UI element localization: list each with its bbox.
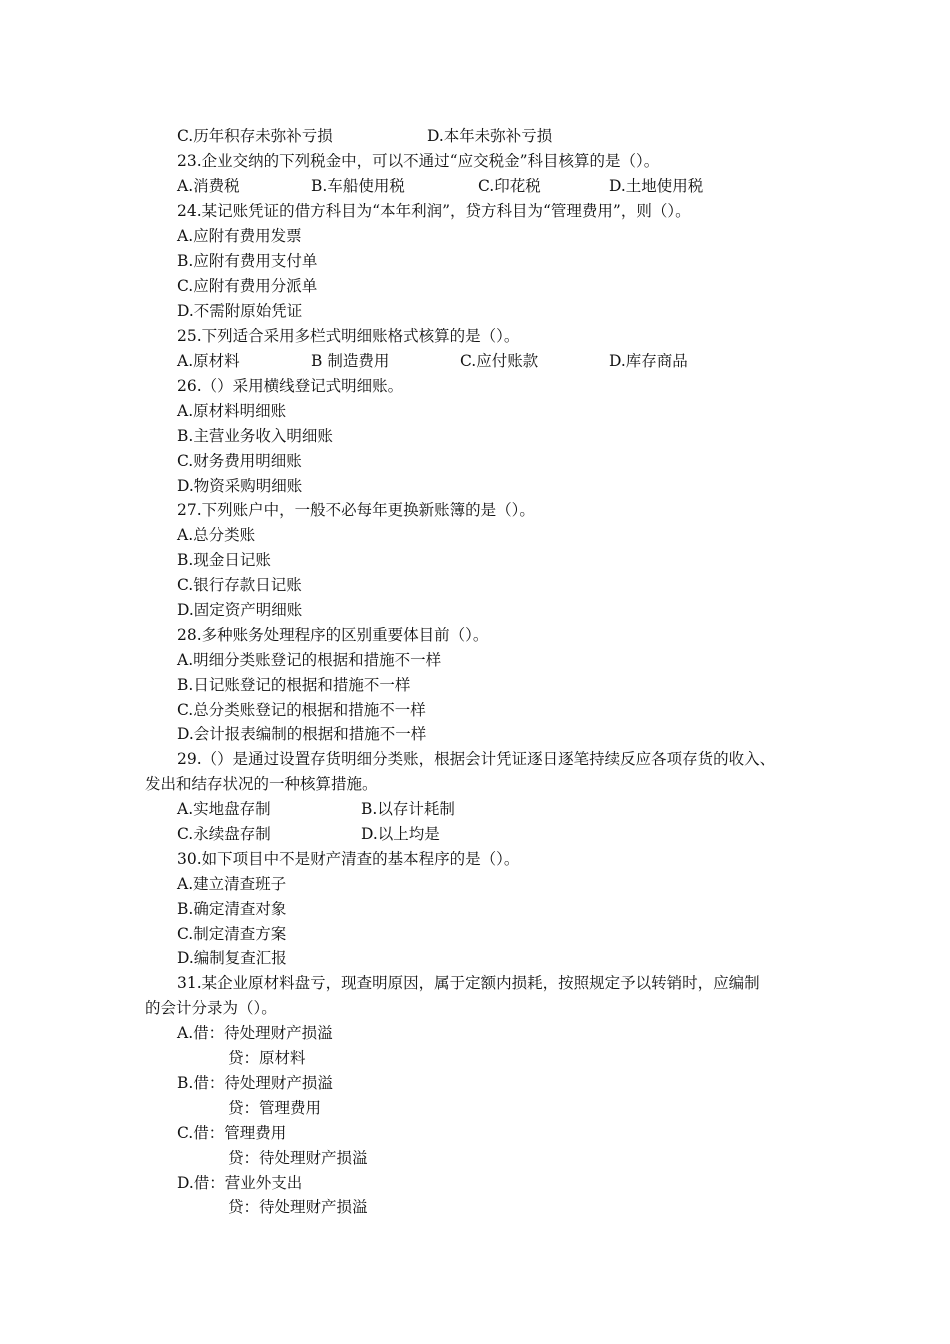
- text-cell: D.以上均是: [361, 825, 440, 843]
- text-cell: D.库存商品: [609, 352, 688, 370]
- text-cell: C.印花税: [478, 177, 541, 195]
- text-cell: C.历年积存未弥补亏损: [177, 127, 333, 145]
- text-cell: 贷：管理费用: [228, 1099, 322, 1117]
- text-cell: A.总分类账: [177, 526, 256, 544]
- text-cell: A.明细分类账登记的根据和措施不一样: [177, 651, 442, 669]
- text-cell: 发出和结存状况的一种核算措施。: [145, 775, 378, 793]
- text-cell: 25.下列适合采用多栏式明细账格式核算的是（）。: [177, 327, 520, 345]
- text-cell: 的会计分录为（）。: [145, 999, 277, 1017]
- text-cell: C.应付账款: [460, 352, 539, 370]
- text-cell: D.不需附原始凭证: [177, 302, 303, 320]
- text-cell: B.借：待处理财产损溢: [177, 1074, 333, 1092]
- text-cell: D.土地使用税: [609, 177, 704, 195]
- text-cell: D.本年未弥补亏损: [427, 127, 553, 145]
- text-cell: B.确定清查对象: [177, 900, 287, 918]
- text-cell: C.永续盘存制: [177, 825, 271, 843]
- text-cell: 贷：原材料: [228, 1049, 306, 1067]
- text-cell: 贷：待处理财产损溢: [228, 1149, 368, 1167]
- text-cell: C.银行存款日记账: [177, 576, 302, 594]
- text-cell: C.应附有费用分派单: [177, 277, 318, 295]
- text-cell: 28.多种账务处理程序的区别重要体目前（）。: [177, 626, 489, 644]
- text-cell: B.以存计耗制: [361, 800, 455, 818]
- text-cell: D.编制复查汇报: [177, 949, 287, 967]
- text-cell: D.固定资产明细账: [177, 601, 303, 619]
- text-cell: 23.企业交纳的下列税金中，可以不通过“应交税金”科目核算的是（）。: [177, 152, 660, 170]
- text-cell: B 制造费用: [311, 352, 390, 370]
- text-cell: A.实地盘存制: [177, 800, 271, 818]
- text-cell: B.日记账登记的根据和措施不一样: [177, 676, 411, 694]
- text-cell: A.应附有费用发票: [177, 227, 302, 245]
- text-cell: 27.下列账户中，一般不必每年更换新账簿的是（）。: [177, 501, 535, 519]
- text-cell: D.会计报表编制的根据和措施不一样: [177, 725, 427, 743]
- text-cell: 贷：待处理财产损溢: [228, 1198, 368, 1216]
- text-cell: D.借：营业外支出: [177, 1174, 303, 1192]
- text-cell: C.总分类账登记的根据和措施不一样: [177, 701, 426, 719]
- text-cell: 26.（）采用横线登记式明细账。: [177, 377, 404, 395]
- text-cell: C.借：管理费用: [177, 1124, 287, 1142]
- text-cell: 31.某企业原材料盘亏，现查明原因，属于定额内损耗，按照规定予以转销时，应编制: [177, 974, 760, 992]
- text-cell: A.原材料明细账: [177, 402, 287, 420]
- text-cell: B.主营业务收入明细账: [177, 427, 333, 445]
- text-cell: B.现金日记账: [177, 551, 271, 569]
- text-cell: B.应附有费用支付单: [177, 252, 318, 270]
- text-cell: 29.（）是通过设置存货明细分类账，根据会计凭证逐日逐笔持续反应各项存货的收入、: [177, 750, 776, 768]
- text-cell: B.车船使用税: [311, 177, 405, 195]
- text-cell: A.建立清查班子: [177, 875, 287, 893]
- text-cell: 24.某记账凭证的借方科目为“本年利润”，贷方科目为“管理费用”，则（）。: [177, 202, 691, 220]
- text-cell: A.原材料: [177, 352, 240, 370]
- text-cell: A.消费税: [177, 177, 240, 195]
- text-cell: 30.如下项目中不是财产清查的基本程序的是（）。: [177, 850, 520, 868]
- text-cell: C.制定清查方案: [177, 925, 287, 943]
- text-cell: D.物资采购明细账: [177, 477, 303, 495]
- text-cell: A.借：待处理财产损溢: [177, 1024, 333, 1042]
- text-cell: C.财务费用明细账: [177, 452, 302, 470]
